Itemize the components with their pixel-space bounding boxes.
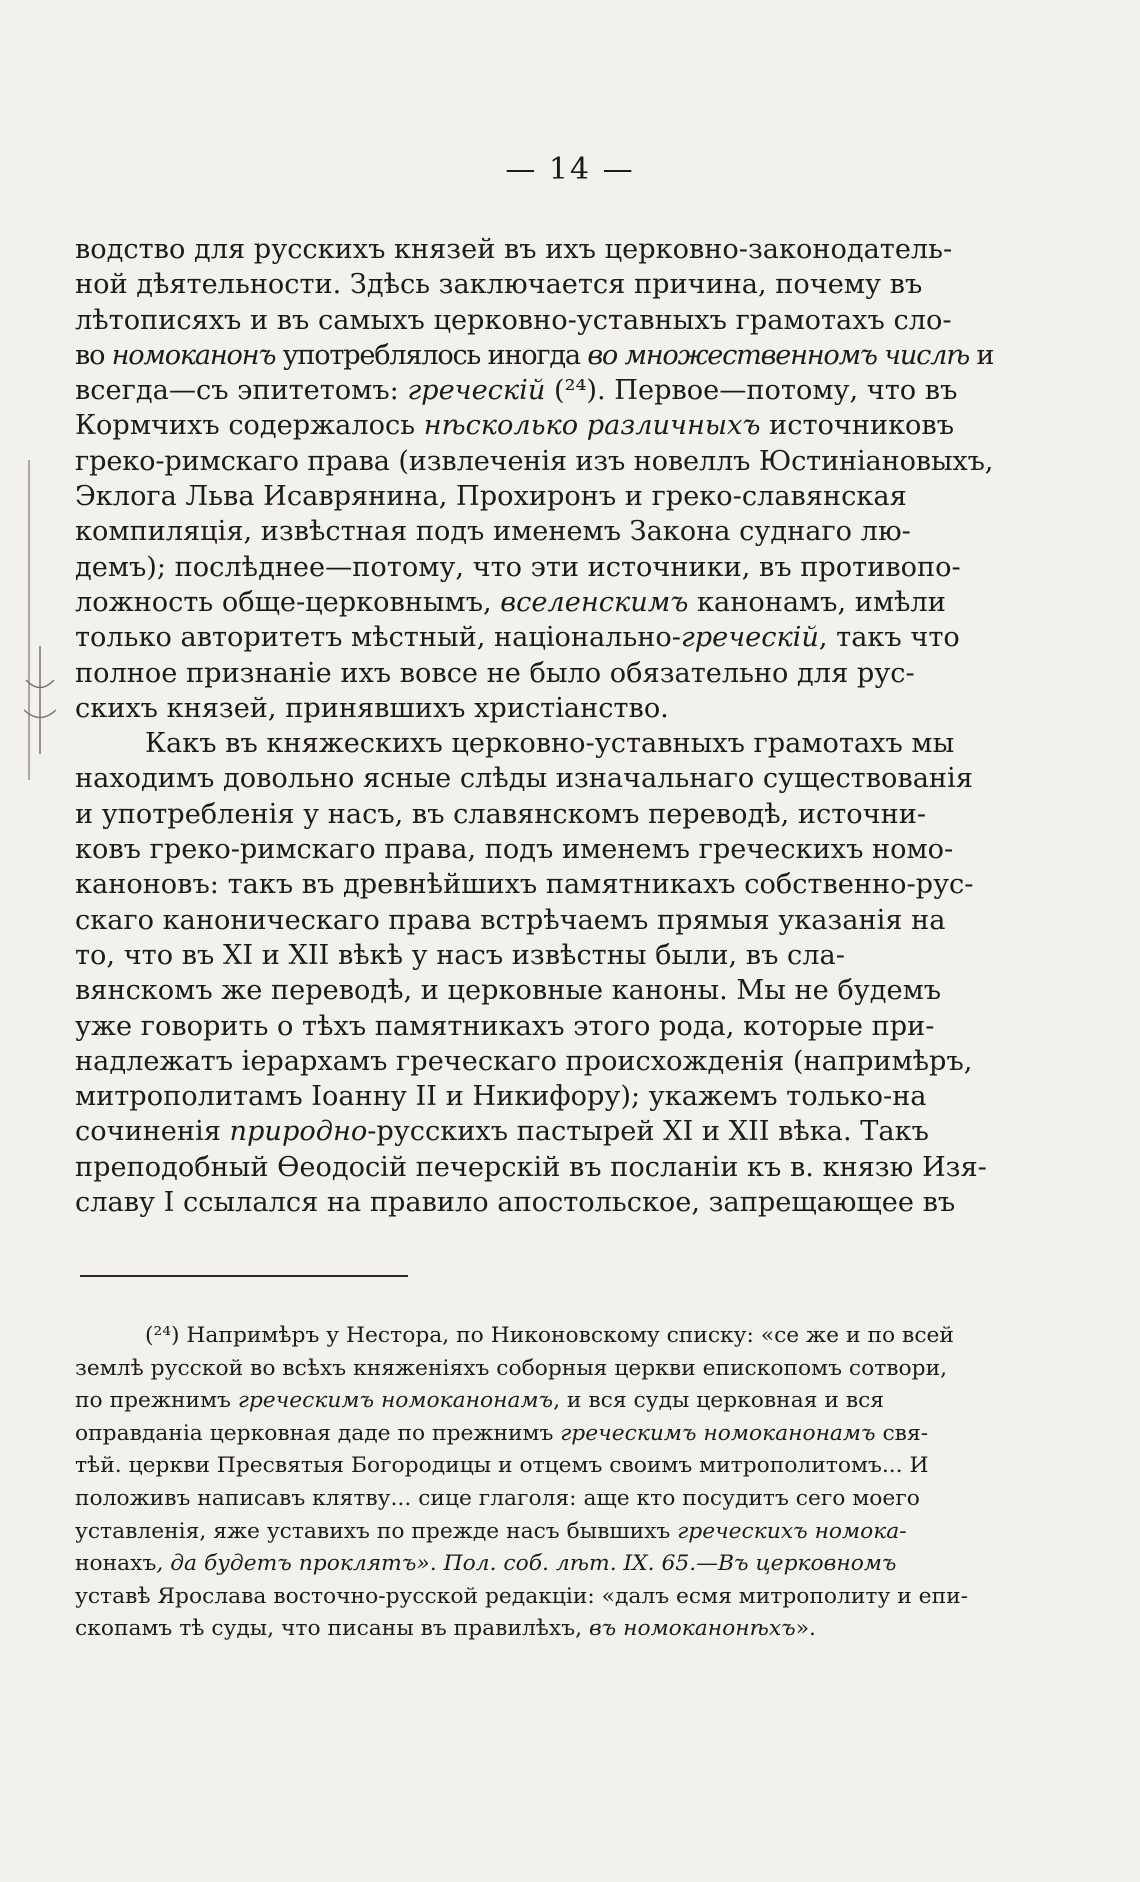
text-line: только авторитетъ мѣстный, національно-греческій, такъ что bbox=[75, 622, 960, 654]
text-line: уже говорить о тѣхъ памятникахъ этого рода, которые при- bbox=[75, 1010, 935, 1042]
footnote-line: землѣ русской во всѣхъ княженіяхъ соборныя церкви епископомъ сотвори, bbox=[75, 1355, 948, 1381]
text-line: и употребленія у насъ, въ славянскомъ переводѣ, источни- bbox=[75, 798, 927, 830]
footnote-line: уставѣ Ярослава восточно-русской редакціи: «далъ есмя митрополиту и епи- bbox=[75, 1583, 969, 1609]
main-text bbox=[75, 232, 993, 1220]
footnotes bbox=[75, 1320, 993, 1646]
text-line: надлежатъ іерархамъ греческаго происхожденія (напримѣръ, bbox=[75, 1045, 973, 1077]
text-line: каноновъ: такъ въ древнѣйшихъ памятникахъ собственно-рус- bbox=[75, 869, 974, 901]
text-line: Какъ въ княжескихъ церковно-уставныхъ грамотахъ мы bbox=[145, 728, 955, 760]
text-line: вянскомъ же переводѣ, и церковные каноны. Мы не будемъ bbox=[75, 975, 942, 1007]
footnote-divider bbox=[80, 1275, 408, 1277]
footnote-line: скопамъ тѣ суды, что писаны въ правилѣхъ, въ номоканонѣхъ». bbox=[75, 1616, 816, 1642]
text-line: митрополитамъ Іоанну II и Никифору); укажемъ только-на bbox=[75, 1081, 927, 1113]
footnote-line: по прежнимъ греческимъ номоканонамъ, и вся суды церковная и вся bbox=[75, 1388, 885, 1414]
text-line: водство для русскихъ князей въ ихъ церковно-законодатель- bbox=[75, 234, 953, 265]
text-line: ковъ греко-римскаго права, подъ именемъ греческихъ номо- bbox=[75, 834, 954, 866]
text-line: лѣтописяхъ и въ самыхъ церковно-уставныхъ грамотахъ сло- bbox=[75, 304, 952, 336]
text-line: демъ); послѣднее—потому, что эти источники, въ противопо- bbox=[75, 551, 961, 583]
footnote-line: уставленія, яже уставихъ по прежде насъ бывшихъ греческихъ номока- bbox=[75, 1518, 907, 1544]
footnote-line: (²⁴) Напримѣръ у Нестора, по Никоновскому списку: «се же и по всей bbox=[145, 1323, 954, 1348]
text-line: всегда—съ эпитетомъ: греческій (²⁴). Первое—потому, что въ bbox=[75, 375, 958, 407]
text-line: Кормчихъ содержалось нѣсколько различныхъ источниковъ bbox=[75, 410, 955, 442]
text-line: греко-римскаго права (извлеченія изъ новеллъ Юстиніановыхъ, bbox=[75, 445, 994, 477]
text-line: во номоканонъ употреблялось иногда во множественномъ числѣ и bbox=[75, 339, 994, 371]
text-line: Эклога Льва Исаврянина, Прохиронъ и греко-славянская bbox=[75, 481, 907, 513]
text-line: славу I ссылался на правило апостольское, запрещающее въ bbox=[75, 1187, 956, 1219]
text-line: сочиненія природно-русскихъ пастырей XI и XII вѣка. Такъ bbox=[75, 1116, 929, 1148]
text-line: скихъ князей, принявшихъ христіанство. bbox=[75, 692, 669, 724]
page-number: — 14 — bbox=[505, 152, 635, 187]
footnote-line: тѣй. церкви Пресвятыя Богородицы и отцемъ своимъ митрополитомъ... И bbox=[75, 1453, 929, 1479]
text-line: ной дѣятельности. Здѣсь заключается причина, почему въ bbox=[75, 269, 923, 301]
text-line: полное признаніе ихъ вовсе не было обязательно для рус- bbox=[75, 657, 915, 689]
text-line: ложность обще-церковнымъ, вселенскимъ канонамъ, имѣли bbox=[75, 586, 946, 618]
footnote-line: нонахъ, да будетъ проклятъ». Пол. соб. лѣт. IX. 65.—Въ церковномъ bbox=[75, 1551, 897, 1577]
margin-pencil-mark bbox=[18, 640, 62, 760]
text-line: скаго каноническаго права встрѣчаемъ прямыя указанія на bbox=[75, 904, 946, 936]
text-line: находимъ довольно ясные слѣды изначальнаго существованія bbox=[75, 763, 973, 795]
footnote-line: положивъ написавъ клятву... сице глаголя: аще кто посудитъ сего моего bbox=[75, 1485, 920, 1511]
text-line: преподобный Ѳеодосій печерскій въ посланіи къ в. князю Изя- bbox=[75, 1151, 987, 1183]
text-line: то, что въ XI и XII вѣкѣ у насъ извѣстны были, въ сла- bbox=[75, 939, 845, 971]
footnote-line: оправданіа церковная даде по прежнимъ греческимъ номоканонамъ свя- bbox=[75, 1420, 929, 1446]
text-line: компиляція, извѣстная подъ именемъ Закона суднаго лю- bbox=[75, 516, 911, 548]
